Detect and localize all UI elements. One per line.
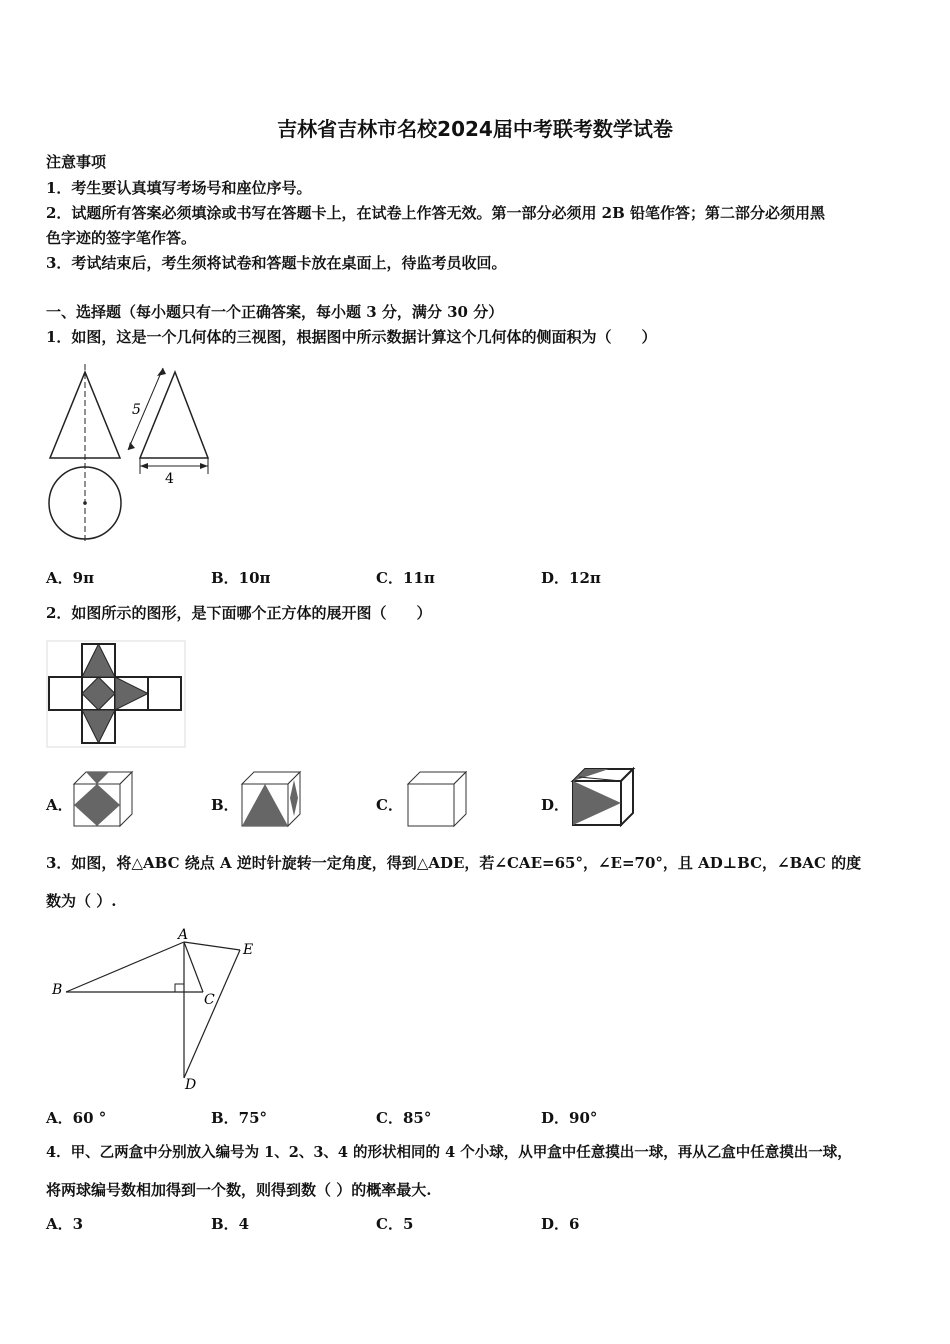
- q2-option-c[interactable]: C．: [376, 796, 403, 814]
- page-title: 吉林省吉林市名校2024届中考联考数学试卷: [277, 117, 673, 141]
- notice-item-1: 1．考生要认真填写考场号和座位序号。: [46, 179, 312, 197]
- q4-text-line1: 4．甲、乙两盒中分别放入编号为 1、2、3、4 的形状相同的 4 个小球，从甲盒中任意摸出一球，再从乙盒中任意摸出一球，: [46, 1144, 852, 1161]
- q2-option-d[interactable]: D．: [541, 796, 570, 814]
- q3-label-d: D: [185, 1077, 197, 1093]
- q1-base-label: 4: [165, 471, 174, 487]
- q4-option-c[interactable]: C．5: [376, 1215, 414, 1233]
- q3-label-a: A: [178, 927, 189, 943]
- q2-text: 2．如图所示的图形，是下面哪个正方体的展开图（ ）: [46, 604, 432, 622]
- notice-item-2-cont: 色字迹的签字笔作答。: [46, 229, 197, 247]
- q1-three-view-figure: [40, 362, 220, 542]
- q4-text-line2: 将两球编号数相加得到一个数，则得到数（ ）的概率最大.: [46, 1181, 432, 1199]
- q3-option-a[interactable]: A．60 °: [46, 1109, 107, 1127]
- notice-item-3: 3．考试结束后，考生须将试卷和答题卡放在桌面上，待监考员收回。: [46, 254, 507, 272]
- q3-label-c: C: [204, 992, 215, 1008]
- q2-cube-net-figure: [46, 640, 186, 750]
- q1-text: 1．如图，这是一个几何体的三视图，根据图中所示数据计算这个几何体的侧面积为（ ）: [46, 328, 657, 346]
- q3-triangle-figure: [46, 926, 266, 1091]
- q2-option-b-cube[interactable]: [240, 770, 302, 828]
- q3-label-b: B: [52, 982, 63, 998]
- q2-option-c-cube[interactable]: [406, 770, 468, 828]
- q1-option-d[interactable]: D．12π: [541, 569, 601, 587]
- q3-text-line1: 3．如图，将△ABC 绕点 A 逆时针旋转一定角度，得到△ADE，若∠CAE=65°，∠E=70°，且 AD⊥BC，∠BAC 的度: [46, 854, 862, 872]
- q2-option-b[interactable]: B．: [211, 796, 239, 814]
- section-heading: 一、选择题（每小题只有一个正确答案，每小题 3 分，满分 30 分）: [46, 303, 504, 321]
- q1-option-a[interactable]: A．9π: [46, 569, 95, 587]
- q4-option-b[interactable]: B．4: [211, 1215, 250, 1233]
- notice-heading: 注意事项: [46, 153, 107, 171]
- q3-option-c[interactable]: C．85°: [376, 1109, 432, 1127]
- q2-option-d-cube[interactable]: [571, 767, 635, 827]
- notice-item-2: 2．试题所有答案必须填涂或书写在答题卡上，在试卷上作答无效。第一部分必须用 2B 铅笔作答；第二部分必须用黑: [46, 204, 826, 222]
- q1-slant-label: 5: [132, 402, 141, 418]
- q4-option-d[interactable]: D．6: [541, 1215, 580, 1233]
- q3-label-e: E: [243, 942, 254, 958]
- q3-option-b[interactable]: B．75°: [211, 1109, 268, 1127]
- q2-option-a-cube[interactable]: [72, 770, 134, 828]
- q3-option-d[interactable]: D．90°: [541, 1109, 598, 1127]
- q3-text-line2: 数为（ ）.: [46, 892, 117, 910]
- q2-option-a[interactable]: A．: [46, 796, 73, 814]
- q1-option-c[interactable]: C．11π: [376, 569, 435, 587]
- q1-option-b[interactable]: B．10π: [211, 569, 271, 587]
- q4-option-a[interactable]: A．3: [46, 1215, 84, 1233]
